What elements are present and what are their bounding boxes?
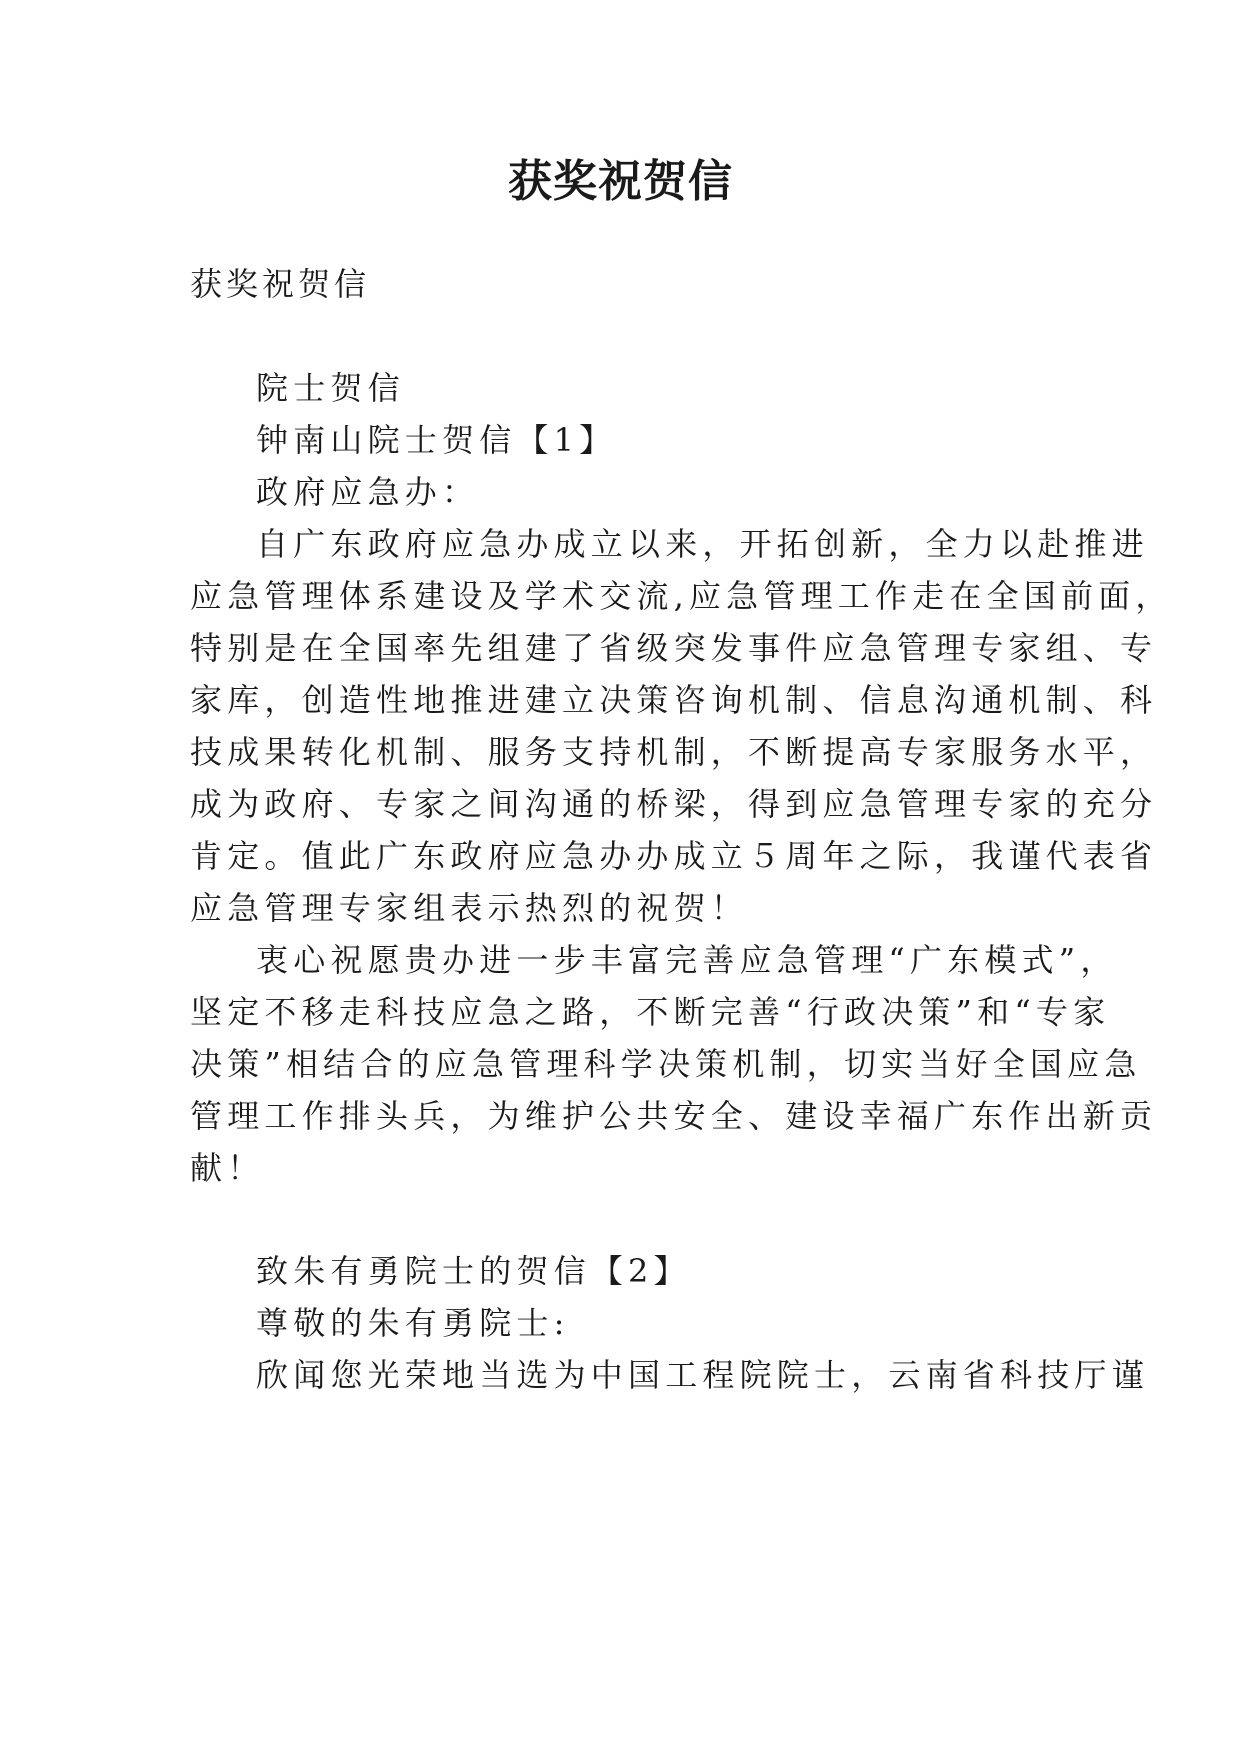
paragraph-line: 自广东政府应急办成立以来，开拓创新，全力以赴推进 xyxy=(256,525,1149,563)
letter-title: 致朱有勇院士的贺信【2】 xyxy=(256,1252,691,1290)
document-title: 获奖祝贺信 xyxy=(508,156,733,207)
paragraph-line: 坚定不移走科技应急之路，不断完善“行政决策”和“专家 xyxy=(190,993,1111,1031)
salutation: 尊敬的朱有勇院士: xyxy=(256,1304,570,1342)
paragraph-line: 应急管理体系建设及学术交流,应急管理工作走在全国前面， xyxy=(190,577,1173,615)
document-subtitle: 获奖祝贺信 xyxy=(190,265,371,303)
paragraph-line: 特别是在全国率先组建了省级突发事件应急管理专家组、专 xyxy=(190,629,1158,667)
paragraph-line: 衷心祝愿贵办进一步丰富完善应急管理“广东模式”， xyxy=(256,941,1118,979)
paragraph-line: 技成果转化机制、服务支持机制，不断提高专家服务水平， xyxy=(190,733,1158,771)
paragraph-line: 欣闻您光荣地当选为中国工程院院士，云南省科技厅谨 xyxy=(256,1356,1149,1394)
paragraph-line: 决策”相结合的应急管理科学决策机制，切实当好全国应急 xyxy=(190,1045,1142,1083)
paragraph-line: 肯定。值此广东政府应急办办成立５周年之际，我谨代表省 xyxy=(190,837,1158,875)
paragraph-line: 管理工作排头兵，为维护公共安全、建设幸福广东作出新贡 xyxy=(190,1097,1158,1135)
section-heading: 院士贺信 xyxy=(256,369,405,407)
paragraph-line: 家库，创造性地推进建立决策咨询机制、信息沟通机制、科 xyxy=(190,681,1158,719)
paragraph-line: 成为政府、专家之间沟通的桥梁，得到应急管理专家的充分 xyxy=(190,785,1158,823)
letter-title: 钟南山院士贺信【1】 xyxy=(256,421,617,459)
paragraph-line: 应急管理专家组表示热烈的祝贺！ xyxy=(190,889,749,927)
salutation: 政府应急办： xyxy=(256,473,480,511)
paragraph-line: 献！ xyxy=(190,1149,265,1187)
